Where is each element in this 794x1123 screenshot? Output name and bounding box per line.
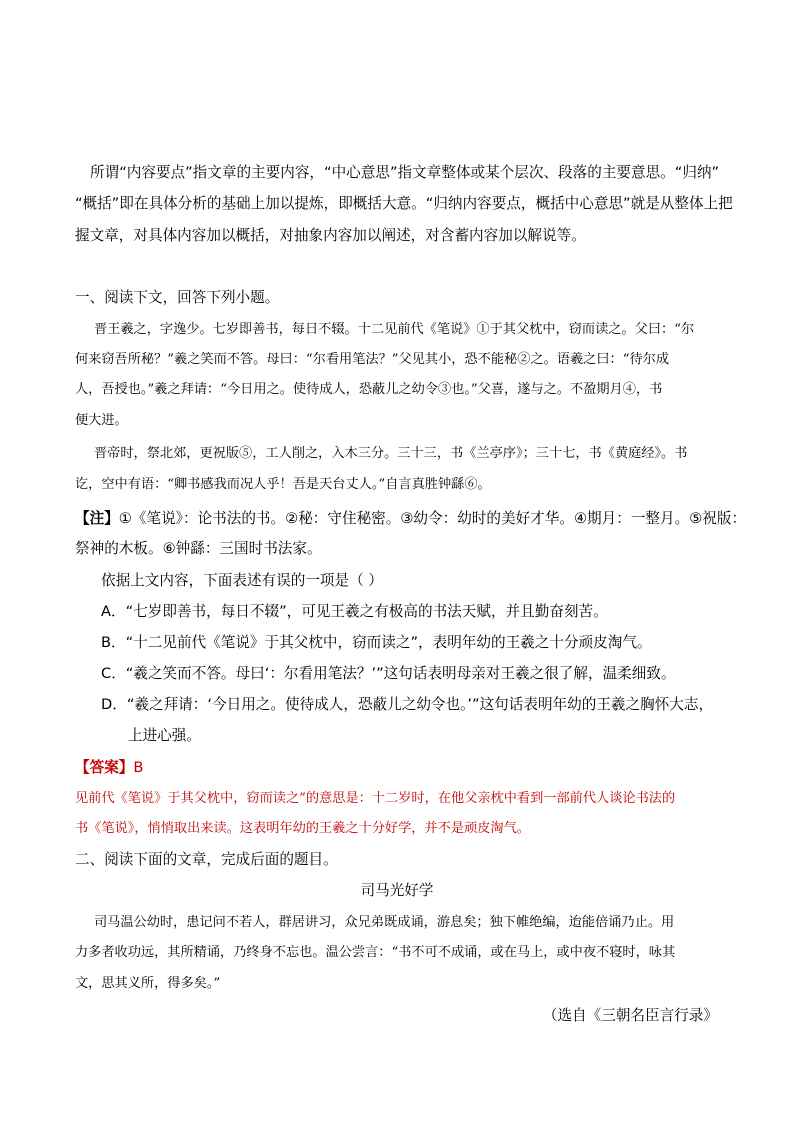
answer-label: 【答案】 [75,759,134,776]
passage1-line-5: 晋帝时，祭北郊，更祝版⑤，工人削之，入木三分。三十三，书《兰亭序》；三十七，书《黄庭经》。书 [94,446,688,461]
note-line-1: ①《笔说》：论书法的书。②秘：守住秘密。③幼令：幼时的美好才华。④期月：一整月。⑤祝版： [118,510,747,527]
explanation-line-1: 见前代《笔说》于其父枕中，窃而读之”的意思是：十二岁时，在他父亲枕中看到一部前代人谈论书法的 [75,791,676,806]
passage2-line-1: 司马温公幼时，患记问不若人，群居讲习，众兄弟既成诵，游息矣；独下帷绝编，迨能倍诵乃止。用 [94,915,675,930]
section2-title: 司马光好学 [360,882,434,899]
question-stem: 依据上文内容，下面表述有误的一项是（ ） [101,572,383,589]
option-a: A．“七岁即善书，每日不辍”，可见王羲之有极高的书法天赋，并且勤奋刻苦。 [101,603,608,620]
answer-value: B [133,759,144,776]
passage1-line-6: 讫，空中有语：“卿书感我而况人乎！吾是天台丈人。”自言真胜钟繇⑥。 [75,477,491,492]
source-citation: （选自《三朝名臣言行录》 [542,1007,718,1024]
intro-line-2: “概括”即在具体分析的基础上加以提炼，即概括大意。“归纳内容要点，概括中心意思”就是从整体上把 [75,195,733,212]
section1-heading: 一、阅读下文，回答下列小题。 [75,289,280,306]
answer-line [75,758,143,778]
option-c: C．“羲之笑而不答。母曰‘：尔看用笔法？’”这句话表明母亲对王羲之很了解，温柔细致。 [101,665,676,682]
intro-line-3: 握文章，对具体内容加以概括，对抽象内容加以阐述，对含蓄内容加以解说等。 [75,227,586,244]
passage1-line-2: 何来窃吾所秘？”羲之笑而不答。母曰：“尔看用笔法？”父见其小，恐不能秘②之。语羲之曰：“待尔成 [75,352,670,367]
passage1-line-3: 人，吾授也。”羲之拜请：“今日用之。使待成人，恐蔽儿之幼令③也。”父喜，遂与之。不盈期月④，书 [75,382,663,397]
passage2-line-3: 文，思其义所，得多矣。” [75,976,221,991]
passage2-line-2: 力多者收功远，其所精诵，乃终身不忘也。温公尝言：“书不可不成诵，或在马上，或中夜不寝时，咏其 [75,945,676,960]
passage1-line-4: 便大进。 [75,413,128,428]
explanation-line-2: 书《笔说》，悄悄取出来读。这表明年幼的王羲之十分好学，并不是顽皮淘气。 [75,821,530,836]
intro-line-1: 所谓“内容要点”指文章的主要内容，“中心意思”指文章整体或某个层次、段落的主要意思。“归纳” [90,164,720,181]
note-block [75,509,746,529]
option-d: D．“羲之拜请：‘今日用之。使待成人，恐蔽儿之幼令也。’”这句话表明年幼的王羲之胸怀大志， [101,696,714,713]
note-label: 【注】 [75,510,119,527]
note-line-2: 祭神的木板。⑥钟繇：三国时书法家。 [75,540,322,557]
option-b: B．“十二见前代《笔说》于其父枕中，窃而读之”，表明年幼的王羲之十分顽皮淘气。 [101,634,652,651]
passage1-line-1: 晋王羲之，字逸少。七岁即善书，每日不辍。十二见前代《笔说》①于其父枕中，窃而读之。父曰：“尔 [94,322,695,337]
section2-heading: 二、阅读下面的文章，完成后面的题目。 [75,851,338,868]
option-d-continued: 上进心强。 [128,727,201,744]
